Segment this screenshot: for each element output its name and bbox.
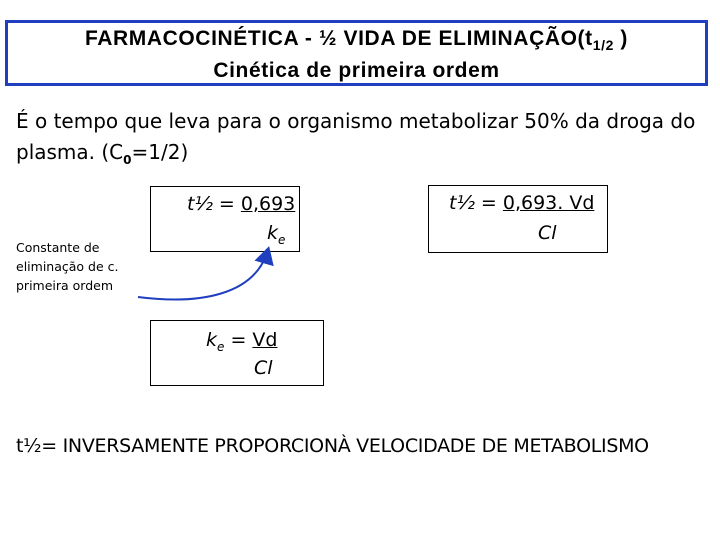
elimination-constant-label: Constante de eliminação de c. primeira ordem [16,240,119,293]
formula1-lhs: t½ = [187,193,241,215]
formula3-k-sub: e [217,340,225,354]
formula3-numerator: Vd [252,329,278,351]
formula3-denominator: Cl [254,357,273,379]
formula2-denominator: Cl [538,222,557,244]
formula2-lhs: t½ = [449,192,503,214]
title-subscript: 1/2 [592,37,614,53]
title-end: ) [614,27,629,50]
formula2-numerator: 0,693. Vd [502,192,595,214]
intro-subscript: 0 [123,153,132,167]
formula1-k: k [267,222,279,244]
formula1-k-sub: e [278,233,286,247]
formula3-eq: = [224,329,253,351]
intro-text-end: =1/2) [131,140,189,164]
title-main: FARMACOCINÉTICA - ½ VIDA DE ELIMINAÇÃO(t [84,27,593,50]
conclusion-text: t½= INVERSAMENTE PROPORCIONÀ VELOCIDADE DE METABOLISMO [16,435,649,457]
formula3-k: k [206,329,218,351]
title-line-2: Cinética de primeira ordem [213,59,500,82]
formula1-numerator: 0,693 [240,193,296,215]
intro-text: É o tempo que leva para o organismo metabolizar 50% da droga do plasma. (C [16,109,696,164]
